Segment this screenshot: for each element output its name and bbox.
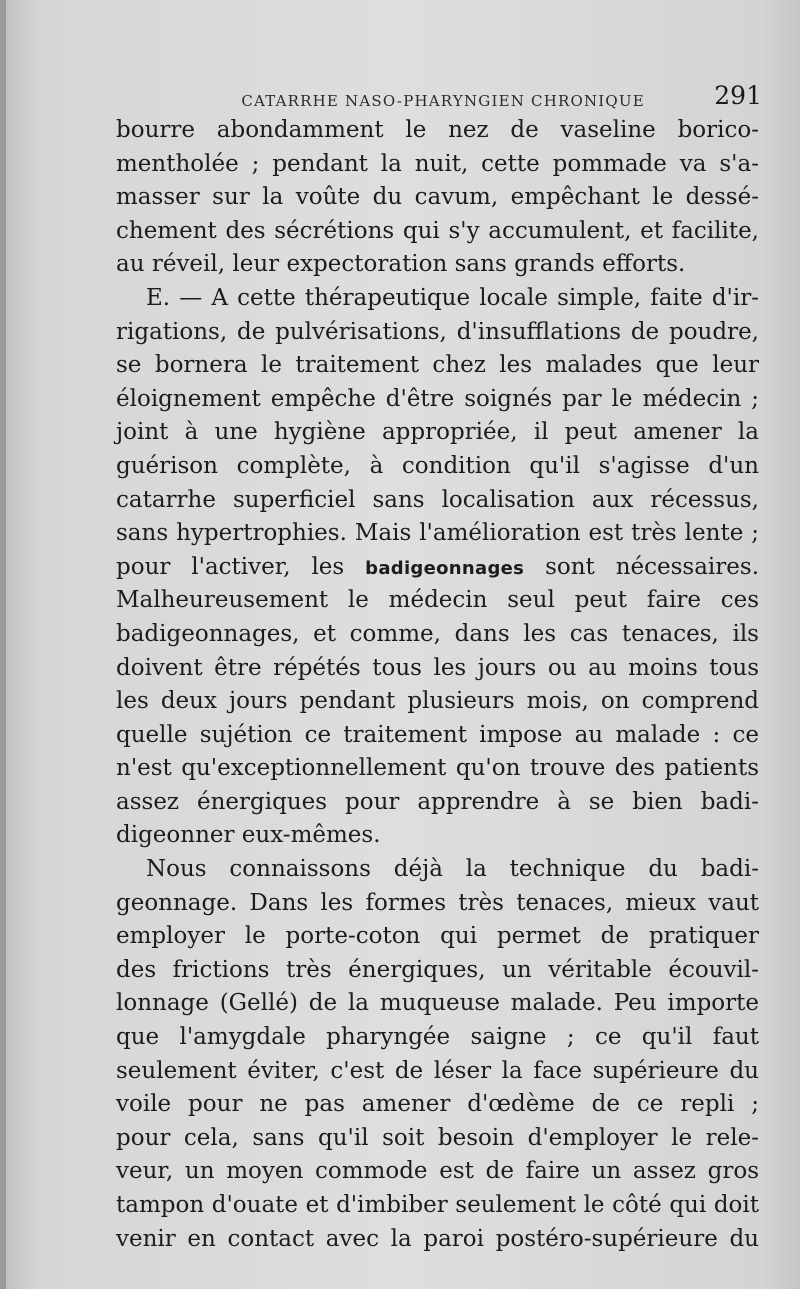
text-line: joint à une hygiène appropriée, il peut amener la: [116, 419, 759, 446]
text-line: digeonner eux-mêmes.: [116, 822, 381, 849]
text-line: sans hypertrophies. Mais l'amélioration est très lente ;: [116, 520, 759, 547]
text-line: que l'amygdale pharyngée saigne ; ce qu'il faut: [116, 1024, 759, 1051]
text-line: pour cela, sans qu'il soit besoin d'employer le rele-: [116, 1124, 759, 1151]
text-line: assez énergiques pour apprendre à se bien badi-: [116, 788, 759, 815]
running-title: CATARRHE NASO-PHARYNGIEN CHRONIQUE: [241, 92, 645, 110]
text-line: seulement éviter, c'est de léser la face supérieure du: [116, 1057, 759, 1084]
text-line: au réveil, leur expectoration sans grands efforts.: [116, 251, 686, 278]
text-segment: pour l'activer, les: [116, 553, 366, 580]
text-line: quelle sujétion ce traitement impose au malade : ce: [116, 721, 759, 748]
text-line: employer le porte-coton qui permet de pratiquer: [116, 923, 759, 950]
text-line: des frictions très énergiques, un véritable écouvil-: [116, 956, 759, 983]
text-line: voile pour ne pas amener d'œdème de ce repli ;: [116, 1091, 759, 1118]
text-line: bourre abondamment le nez de vaseline borico-: [116, 117, 759, 143]
page-number: 291: [714, 81, 762, 110]
text-line: venir en contact avec la paroi postéro-supérieure du: [116, 1225, 759, 1252]
text-line: veur, un moyen commode est de faire un assez gros: [116, 1158, 759, 1185]
text-segment: sont nécessaires.: [524, 553, 760, 580]
text-line: chement des sécrétions qui s'y accumulent, et facilite,: [116, 217, 759, 244]
text-line: masser sur la voûte du cavum, empêchant le dessé-: [116, 184, 759, 211]
text-line: rigations, de pulvérisations, d'insufflations de poudre,: [116, 318, 759, 345]
body-text: [116, 114, 759, 1256]
text-line: n'est qu'exceptionnellement qu'on trouve des patients: [116, 755, 759, 782]
text-line: catarrhe superficiel sans localisation aux récessus,: [116, 486, 759, 513]
text-line: badigeonnages, et comme, dans les cas tenaces, ils: [116, 620, 759, 647]
text-line: guérison complète, à condition qu'il s'agisse d'un: [116, 452, 759, 479]
text-line: éloignement empêche d'être soignés par le médecin ;: [116, 385, 759, 412]
text-line: geonnage. Dans les formes très tenaces, mieux vaut: [116, 889, 759, 916]
text-line: les deux jours pendant plusieurs mois, on comprend: [116, 688, 759, 715]
page-spine-edge: [0, 0, 6, 1289]
text-line: tampon d'ouate et d'imbiber seulement le côté qui doit: [116, 1192, 759, 1218]
paragraph-start-line: Nous connaissons déjà la technique du badi-: [146, 856, 759, 883]
text-line: lonnage (Gellé) de la muqueuse malade. Peu importe: [116, 990, 759, 1017]
text-line: doivent être répétés tous les jours ou au moins tous: [116, 654, 759, 681]
page-header: [112, 70, 762, 110]
bold-term: badigeonnages: [365, 557, 525, 579]
text-line: mentholée ; pendant la nuit, cette pommade va s'a-: [116, 150, 759, 177]
paragraph-start-line: E. — A cette thérapeutique locale simple, faite d'ir-: [146, 284, 759, 311]
text-line-with-bold-term: [116, 551, 759, 585]
text-line: se bornera le traitement chez les malades que leur: [116, 352, 759, 379]
text-line: Malheureusement le médecin seul peut faire ces: [116, 587, 759, 614]
